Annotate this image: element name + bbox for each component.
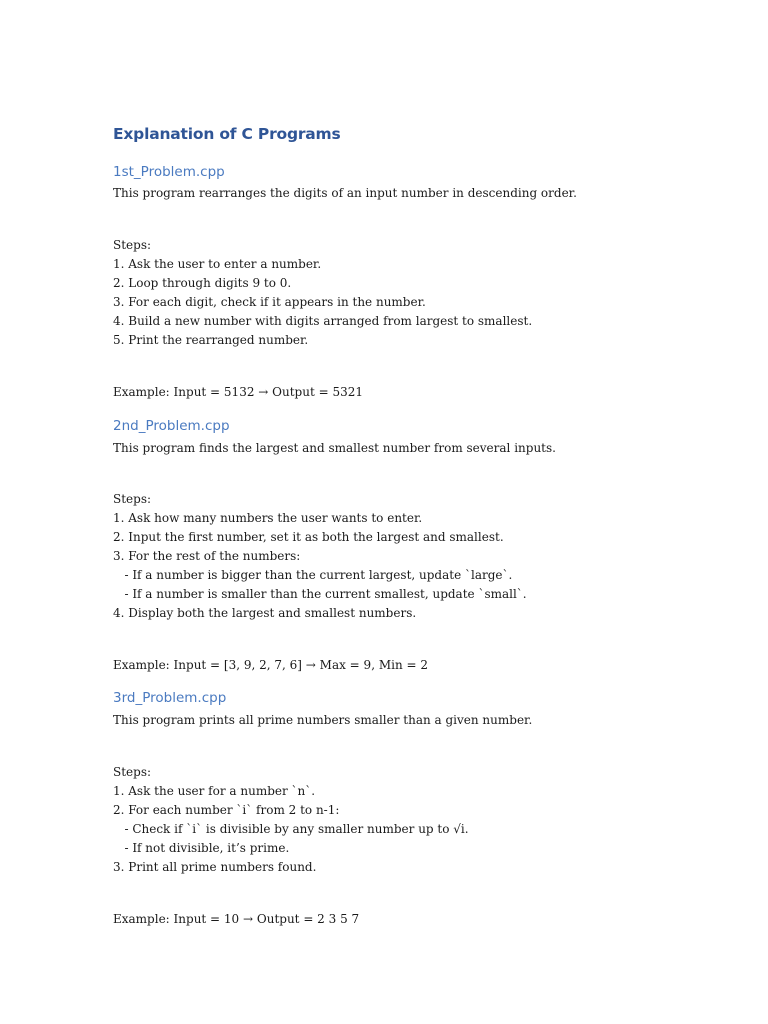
steps-label: Steps:	[113, 238, 152, 252]
step-item: 1. Ask the user to enter a number.	[113, 257, 322, 271]
step-item: - Check if `i` is divisible by any smaller number up to √i.	[113, 822, 469, 836]
step-item: - If a number is bigger than the current largest, update `large`.	[113, 568, 513, 582]
step-item: 2. Input the first number, set it as both the largest and smallest.	[113, 530, 504, 544]
step-item: - If a number is smaller than the current smallest, update `small`.	[113, 587, 527, 601]
step-item: 4. Display both the largest and smallest numbers.	[113, 606, 417, 620]
step-item: 3. For the rest of the numbers:	[113, 549, 301, 563]
section-description: This program finds the largest and smallest number from several inputs.	[113, 441, 556, 455]
steps-label: Steps:	[113, 492, 152, 506]
example-line: Example: Input = 5132 → Output = 5321	[113, 385, 363, 399]
example-line: Example: Input = 10 → Output = 2 3 5 7	[113, 912, 360, 926]
document-title: Explanation of C Programs	[113, 125, 341, 143]
section-description: This program prints all prime numbers smaller than a given number.	[113, 713, 533, 727]
section-heading: 2nd_Problem.cpp	[113, 418, 230, 434]
step-item: 5. Print the rearranged number.	[113, 333, 309, 347]
step-item: 1. Ask the user for a number `n`.	[113, 784, 316, 798]
step-item: - If not divisible, it’s prime.	[113, 841, 290, 855]
step-item: 2. Loop through digits 9 to 0.	[113, 276, 292, 290]
steps-label: Steps:	[113, 765, 152, 779]
section-heading: 1st_Problem.cpp	[113, 164, 225, 180]
section-heading: 3rd_Problem.cpp	[113, 690, 227, 706]
step-item: 2. For each number `i` from 2 to n-1:	[113, 803, 340, 817]
section-description: This program rearranges the digits of an input number in descending order.	[113, 186, 577, 200]
example-line: Example: Input = [3, 9, 2, 7, 6] → Max = 9, Min = 2	[113, 658, 428, 672]
step-item: 3. Print all prime numbers found.	[113, 860, 317, 874]
step-item: 4. Build a new number with digits arranged from largest to smallest.	[113, 314, 533, 328]
step-item: 3. For each digit, check if it appears in the number.	[113, 295, 426, 309]
step-item: 1. Ask how many numbers the user wants to enter.	[113, 511, 423, 525]
